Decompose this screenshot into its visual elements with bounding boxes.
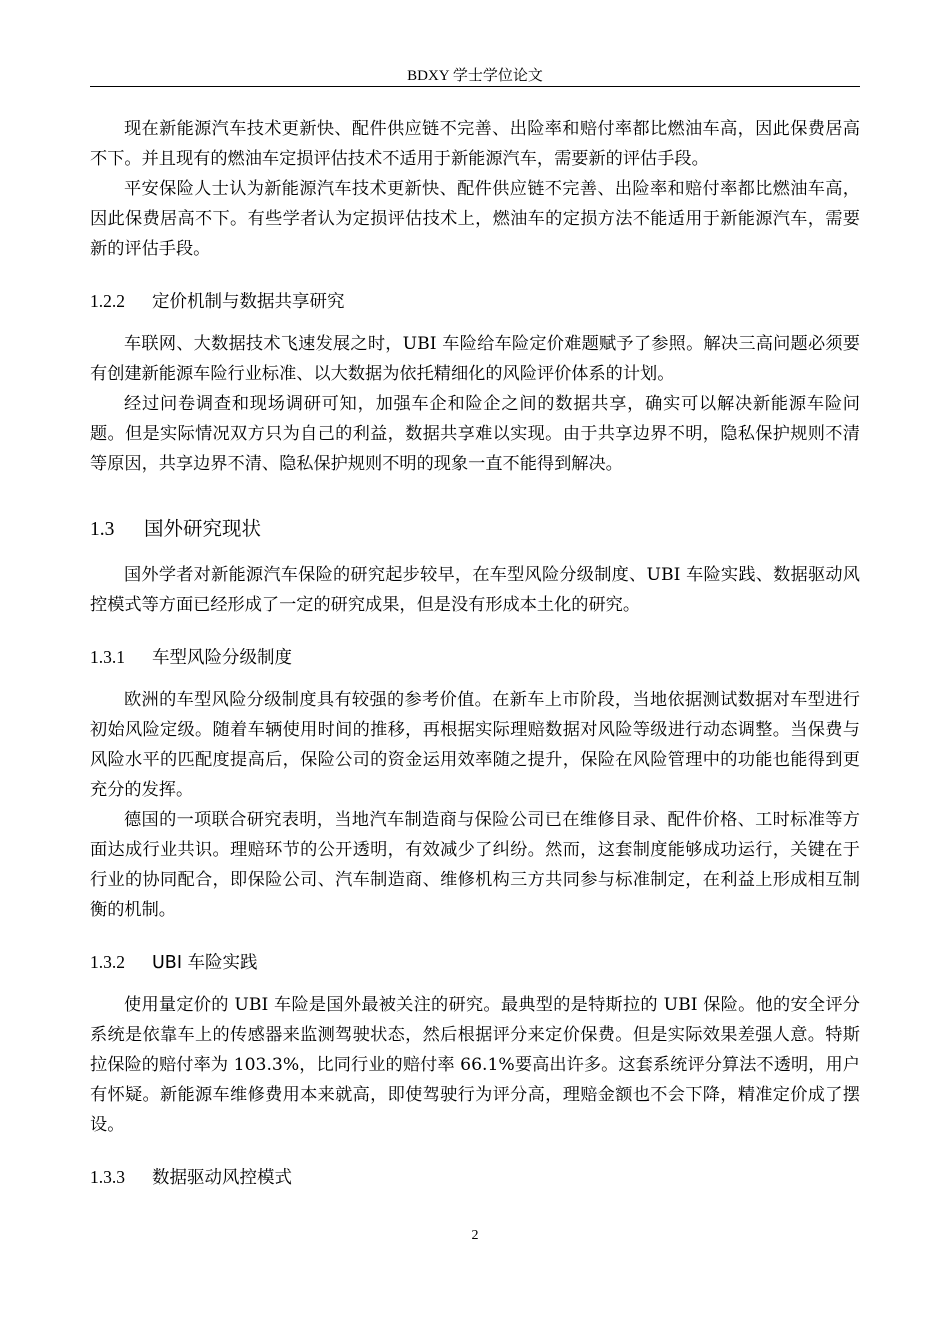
section-heading-1-3-1 (90, 642, 860, 673)
section-heading-1-3-3 (90, 1162, 860, 1193)
section-title: 车型风险分级制度 (152, 648, 292, 668)
section-heading-1-3-2 (90, 947, 860, 978)
paragraph-1: 现在新能源汽车技术更新快、配件供应链不完善、出险率和赔付率都比燃油车高，因此保费居高不下。并且现有的燃油车定损评估技术不适用于新能源汽车，需要新的评估手段。 (90, 119, 860, 169)
header-rule (90, 86, 860, 87)
section-number: 1.3.2 (90, 952, 125, 972)
paragraph-3: 车联网、大数据技术飞速发展之时，UBI 车险给车险定价难题赋予了参照。解决三高问题必须要有创建新能源车险行业标准、以大数据为依托精细化的风险评价体系的计划。 (90, 334, 860, 384)
page-body (90, 114, 860, 1205)
section-number: 1.2.2 (90, 291, 125, 311)
paragraph-5: 国外学者对新能源汽车保险的研究起步较早，在车型风险分级制度、UBI 车险实践、数据驱动风控模式等方面已经形成了一定的研究成果，但是没有形成本土化的研究。 (90, 565, 860, 615)
section-heading-1-2-2 (90, 286, 860, 317)
section-title: 定价机制与数据共享研究 (152, 292, 345, 312)
paragraph-7: 德国的一项联合研究表明，当地汽车制造商与保险公司已在维修目录、配件价格、工时标准等方面达成行业共识。理赔环节的公开透明，有效减少了纠纷。然而，这套制度能够成功运行，关键在于行业的协同配合，即保险公司、汽车制造商、维修机构三方共同参与标准制定，在利益上形成相互制衡的机制。 (90, 810, 860, 920)
section-number: 1.3.1 (90, 647, 125, 667)
paragraph-6: 欧洲的车型风险分级制度具有较强的参考价值。在新车上市阶段，当地依据测试数据对车型进行初始风险定级。随着车辆使用时间的推移，再根据实际理赔数据对风险等级进行动态调整。当保费与风险水平的匹配度提高后，保险公司的资金运用效率随之提升，保险在风险管理中的功能也能得到更充分的发挥。 (90, 690, 860, 800)
section-number: 1.3 (90, 519, 115, 540)
paragraph-2: 平安保险人士认为新能源汽车技术更新快、配件供应链不完善、出险率和赔付率都比燃油车高，因此保费居高不下。有些学者认为定损评估技术上，燃油车的定损方法不能适用于新能源汽车，需要新的评估手段。 (90, 179, 860, 259)
section-number: 1.3.3 (90, 1167, 125, 1187)
running-header: BDXY 学士学位论文 (407, 68, 543, 84)
section-title: 数据驱动风控模式 (152, 1168, 292, 1188)
section-heading-1-3 (90, 513, 860, 546)
page-number: 2 (471, 1228, 479, 1243)
section-title: 国外研究现状 (144, 517, 262, 540)
section-title: UBI 车险实践 (152, 953, 258, 973)
paragraph-8: 使用量定价的 UBI 车险是国外最被关注的研究。最典型的是特斯拉的 UBI 保险。他的安全评分系统是依靠车上的传感器来监测驾驶状态，然后根据评分来定价保费。但是实际效果差强人意。特斯拉保险的赔付率为 103.3%，比同行业的赔付率 66.1%要高出许多。这套系统评分算法不透明，用户有怀疑。新能源车维修费用本来就高，即使驾驶行为评分高，理赔金额也不会下降，精准定价成了摆设。 (90, 995, 860, 1135)
paragraph-4: 经过问卷调查和现场调研可知，加强车企和险企之间的数据共享，确实可以解决新能源车险问题。但是实际情况双方只为自己的利益，数据共享难以实现。由于共享边界不明，隐私保护规则不清等原因，共享边界不清、隐私保护规则不明的现象一直不能得到解决。 (90, 394, 860, 474)
